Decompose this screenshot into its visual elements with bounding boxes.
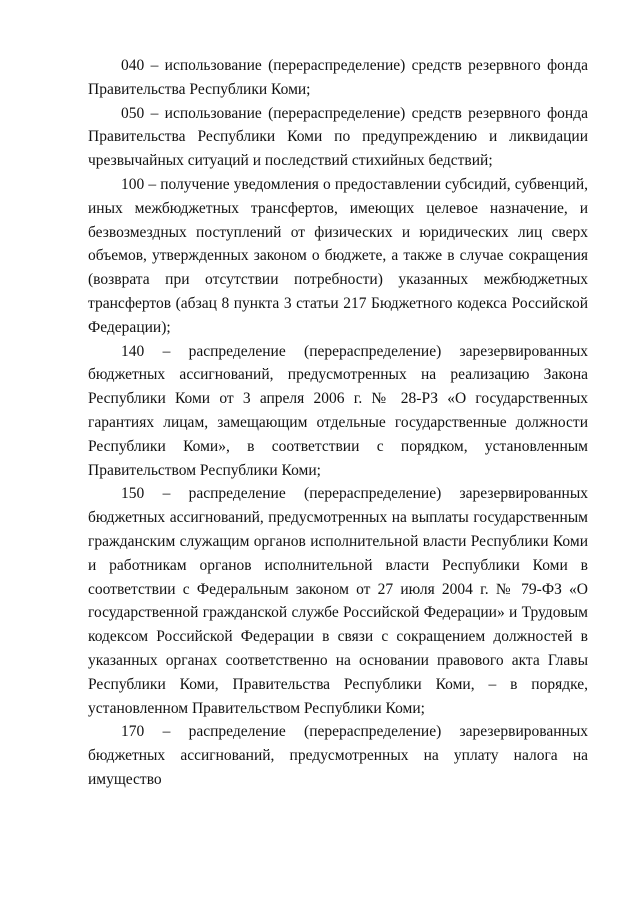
paragraph-code-140: 140 – распределение (перераспределение) зарезервированных бюджетных ассигнований, предусмотренных на реализацию Закона Республики Коми от 3 апреля 2006 г. № 28-РЗ «О государственных гарантиях лицам, замещающим отдельные государственные должности Республики Коми», в соответствии с порядком, установленным Правительством Республики Коми; <box>88 342 588 479</box>
paragraph-code-050: 050 – использование (перераспределение) средств резервного фонда Правительства Республики Коми по предупреждению и ликвидации чрезвычайных ситуаций и последствий стихийных бедствий; <box>88 104 588 170</box>
paragraph-code-100: 100 – получение уведомления о предоставлении субсидий, субвенций, иных межбюджетных трансфертов, имеющих целевое назначение, и безвозмездных поступлений от физических и юридических лиц сверх объемов, утвержденных законом о бюджете, а также в случае сокращения (возврата при отсутствии потребности) указанных межбюджетных трансфертов (абзац 8 пункта 3 статьи 217 Бюджетного кодекса Российской Федерации); <box>88 175 588 336</box>
document-body <box>88 54 588 792</box>
paragraph-code-170: 170 – распределение (перераспределение) зарезервированных бюджетных ассигнований, предусмотренных на уплату налога на имущество <box>88 723 588 788</box>
paragraph-code-150: 150 – распределение (перераспределение) зарезервированных бюджетных ассигнований, предусмотренных на выплаты государственным гражданским служащим органов исполнительной власти Республики Коми и работникам органов исполнительной власти Республики Коми в соответствии с Федеральным законом от 27 июля 2004 г. № 79-ФЗ «О государственной гражданской службе Российской Федерации» и Трудовым кодексом Российской Федерации в связи с сокращением должностей в указанных органах соответственно на основании правового акта Главы Республики Коми, Правительства Республики Коми, – в порядке, установленном Правительством Республики Коми; <box>88 485 588 717</box>
paragraph-code-040: 040 – использование (перераспределение) средств резервного фонда Правительства Республики Коми; <box>88 57 588 98</box>
